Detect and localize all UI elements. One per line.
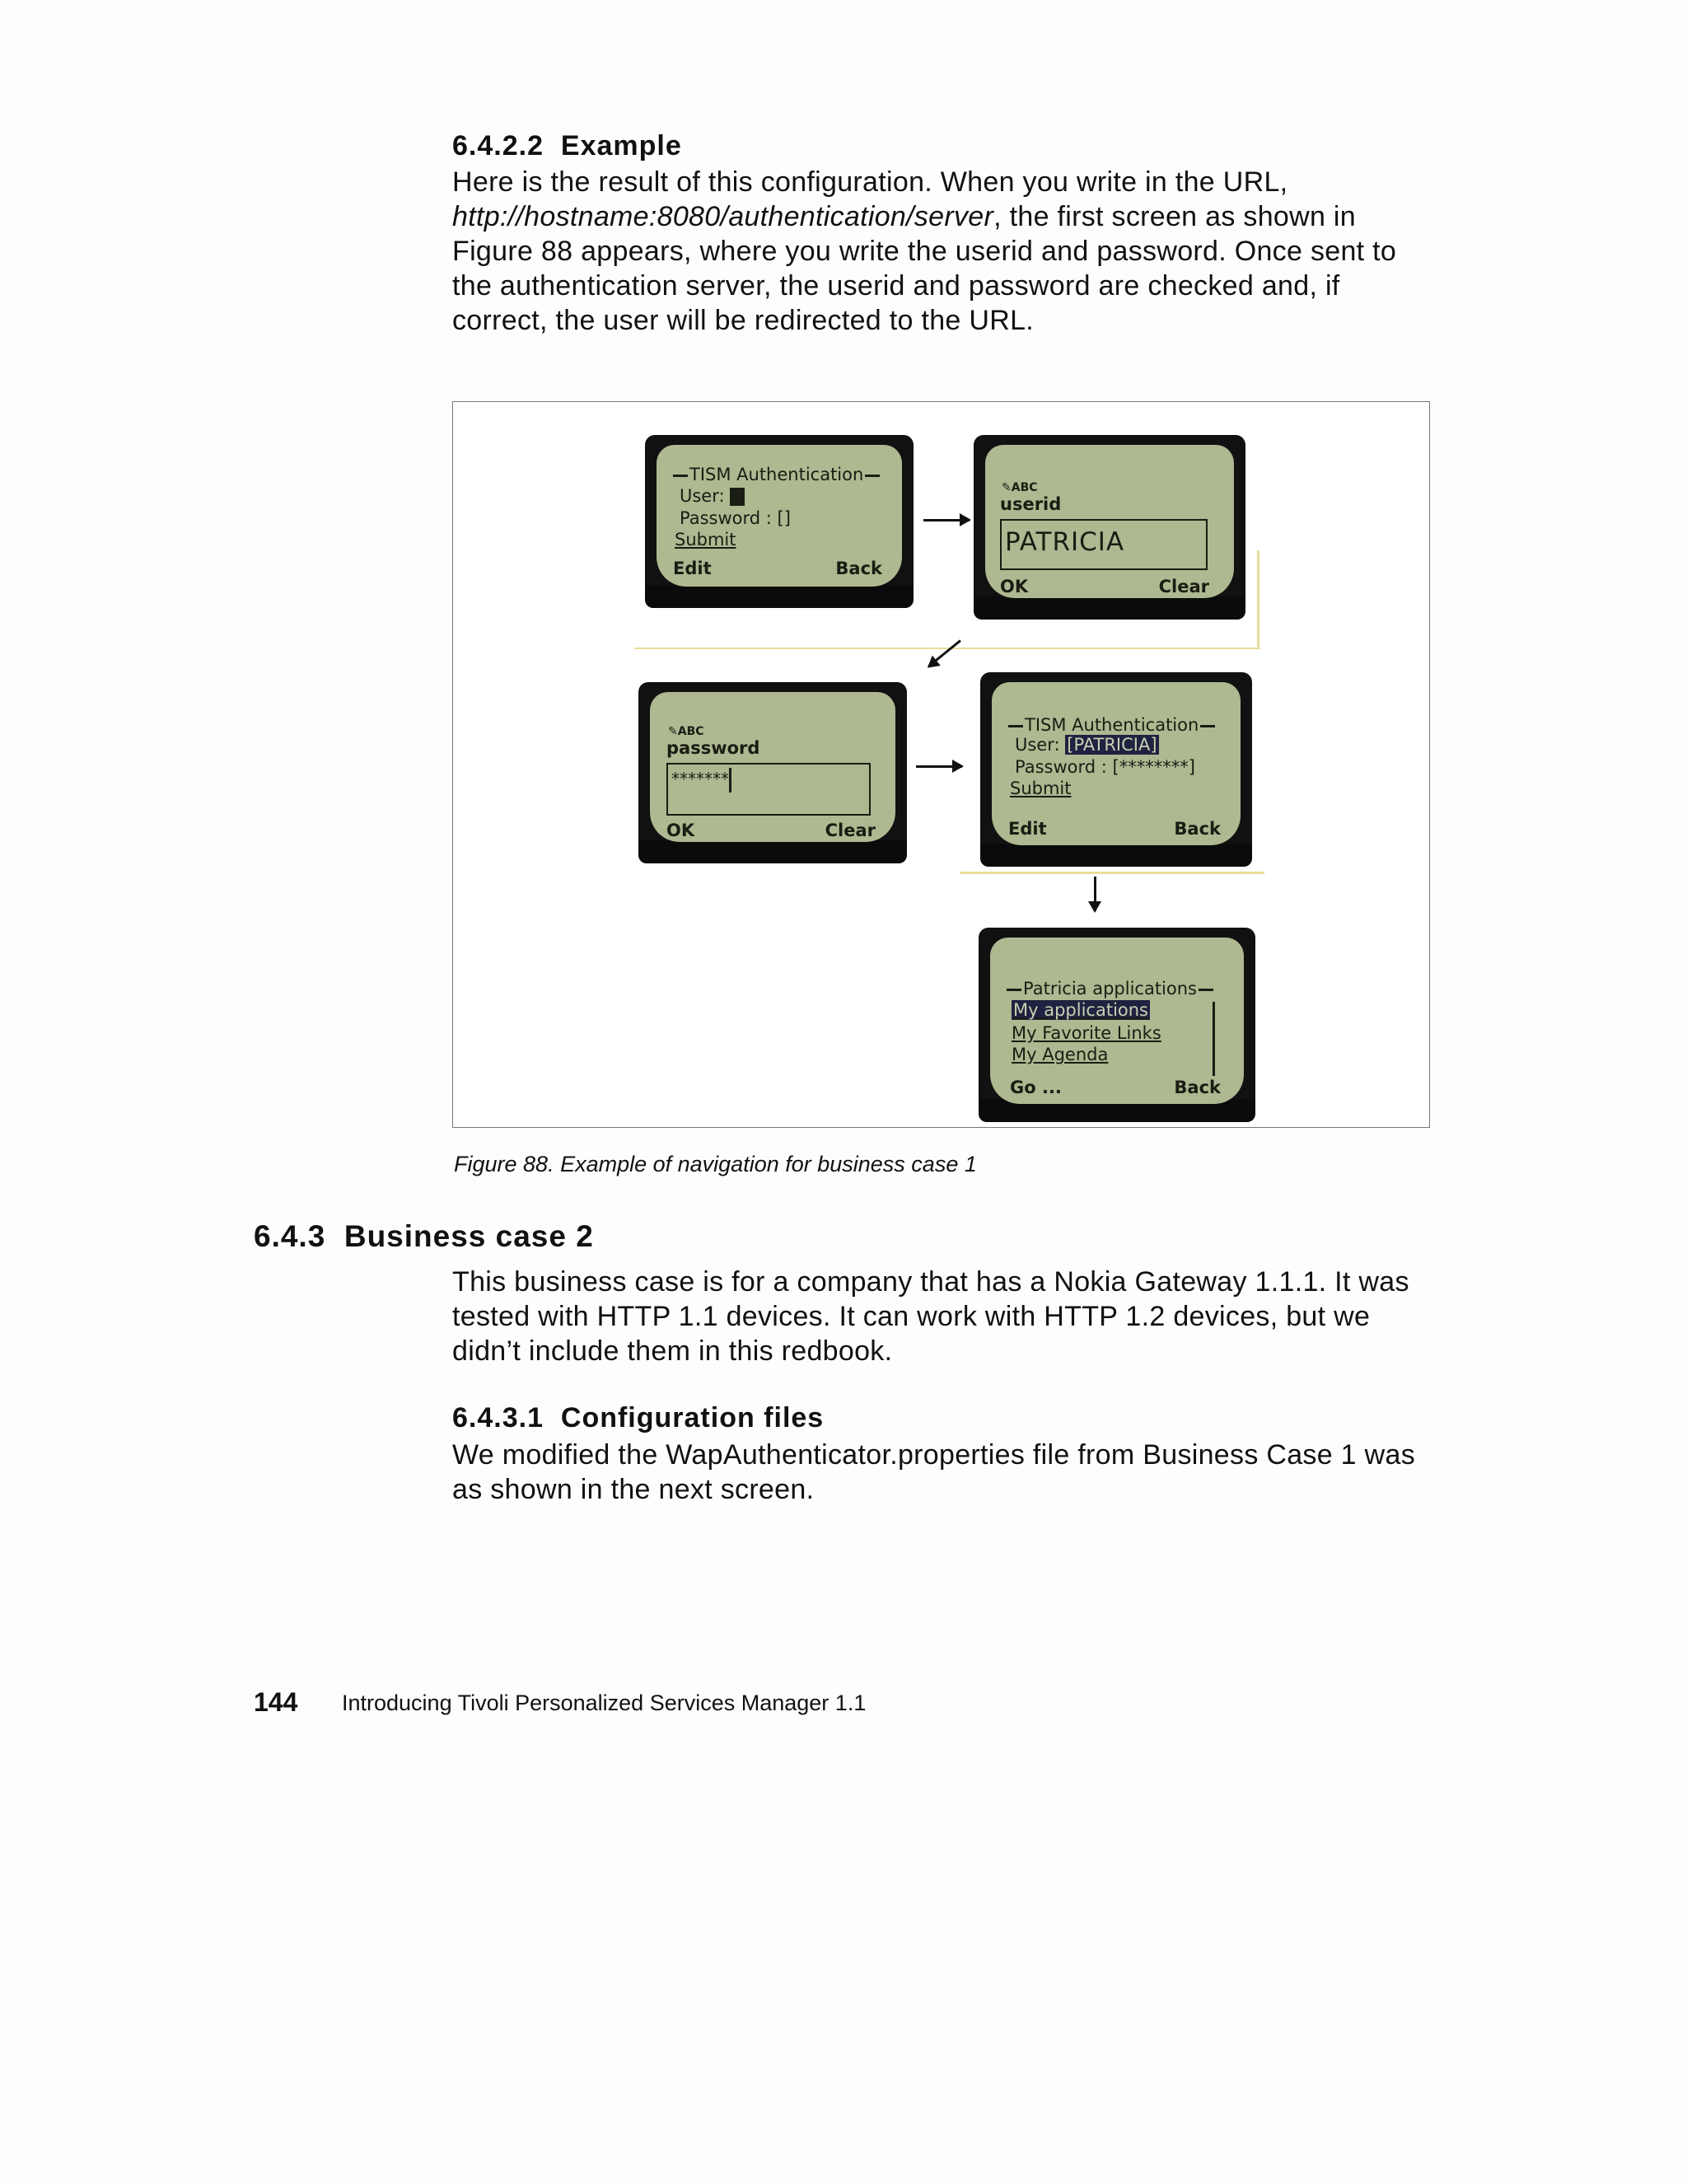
- figure-88: [452, 401, 1430, 1128]
- back-softkey: Back: [1174, 1078, 1221, 1097]
- figure-caption: Figure 88. Example of navigation for business case 1: [454, 1152, 977, 1176]
- screen-title: TISM Authentication: [671, 465, 881, 484]
- book-title: Introducing Tivoli Personalized Services Manager 1.1: [342, 1691, 867, 1715]
- section-title: Example: [560, 130, 682, 161]
- password-field: Password : [********]: [1015, 757, 1195, 777]
- scrollbar: [1213, 1002, 1215, 1076]
- lcd-display: [657, 445, 902, 587]
- section-number: 6.4.2.2: [452, 130, 544, 161]
- abc-indicator: ✎ABC: [668, 725, 704, 738]
- section-heading-6-4-3: [254, 1219, 594, 1254]
- userid-label: userid: [1000, 494, 1062, 514]
- arrow-down-icon: [1094, 877, 1096, 911]
- menu-item-my-favorite-links: My Favorite Links: [1012, 1023, 1161, 1043]
- phone-screen-login-filled: [980, 672, 1252, 867]
- url-text: http://hostname:8080/authentication/server: [452, 201, 994, 232]
- screen-title: Patricia applications: [1005, 979, 1215, 998]
- para-text-continued: , the first screen as shown in Figure 88 appears, where you write the userid and password. Once sent to the authentication server, the userid and password are checked and, if correct, the user will be redirected to the URL.: [452, 201, 1397, 336]
- page-number: 144: [254, 1687, 298, 1717]
- example-paragraph: [452, 165, 1432, 338]
- phone-screen-userid: [974, 435, 1245, 620]
- clear-softkey: Clear: [825, 821, 876, 840]
- section-title: Configuration files: [560, 1402, 825, 1433]
- edit-softkey: Edit: [673, 559, 712, 578]
- back-softkey: Back: [835, 559, 882, 578]
- arrow-right-icon: [923, 519, 970, 521]
- configuration-files-paragraph: We modified the WapAuthenticator.properties file from Business Case 1 was as shown in the next screen.: [452, 1439, 1416, 1505]
- userid-value: PATRICIA: [1005, 527, 1125, 557]
- section-number: 6.4.3.1: [452, 1402, 544, 1433]
- password-label: password: [666, 738, 760, 758]
- lcd-display: [650, 692, 895, 842]
- edit-softkey: Edit: [1008, 819, 1047, 839]
- lcd-display: [985, 445, 1234, 598]
- submit-link: Submit: [1010, 779, 1072, 798]
- section-heading-6-4-2-2: [452, 130, 682, 162]
- para-text: Here is the result of this configuration. When you write in the URL,: [452, 166, 1288, 198]
- screen-title: TISM Authentication: [1007, 715, 1217, 735]
- clear-softkey: Clear: [1158, 577, 1209, 596]
- abc-indicator: ✎ABC: [1002, 481, 1038, 494]
- user-field: User:: [680, 486, 745, 506]
- ok-softkey: OK: [666, 821, 695, 840]
- section-number: 6.4.3: [254, 1219, 326, 1253]
- go-softkey: Go ...: [1010, 1078, 1062, 1097]
- phone-screen-password: [638, 682, 907, 863]
- lcd-display: [992, 682, 1241, 845]
- user-value: [PATRICIA]: [1067, 735, 1157, 755]
- menu-item-my-applications: My applications: [1013, 1000, 1149, 1020]
- back-softkey: Back: [1174, 819, 1221, 839]
- section-heading-6-4-3-1: [452, 1402, 824, 1434]
- ok-softkey: OK: [1000, 577, 1029, 596]
- arrow-down-left-icon: [928, 639, 961, 667]
- phone-screen-applications: [979, 928, 1255, 1122]
- divider-line: [960, 872, 1264, 874]
- divider-line: [1257, 550, 1259, 649]
- section-title: Business case 2: [343, 1219, 594, 1253]
- lcd-display: [990, 938, 1244, 1104]
- user-field: User: [PATRICIA]: [1015, 735, 1157, 755]
- phone-screen-login: [645, 435, 914, 608]
- submit-link: Submit: [675, 530, 736, 550]
- password-field: Password : []: [680, 508, 791, 528]
- menu-item-my-agenda: My Agenda: [1012, 1045, 1109, 1064]
- password-value: *******: [671, 768, 731, 793]
- business-case-2-paragraph: This business case is for a company that has a Nokia Gateway 1.1.1. It was tested with HTTP 1.1 devices. It can work with HTTP 1.2 devices, but we didn’t include them in this redbook.: [452, 1266, 1409, 1367]
- arrow-right-icon: [916, 765, 962, 768]
